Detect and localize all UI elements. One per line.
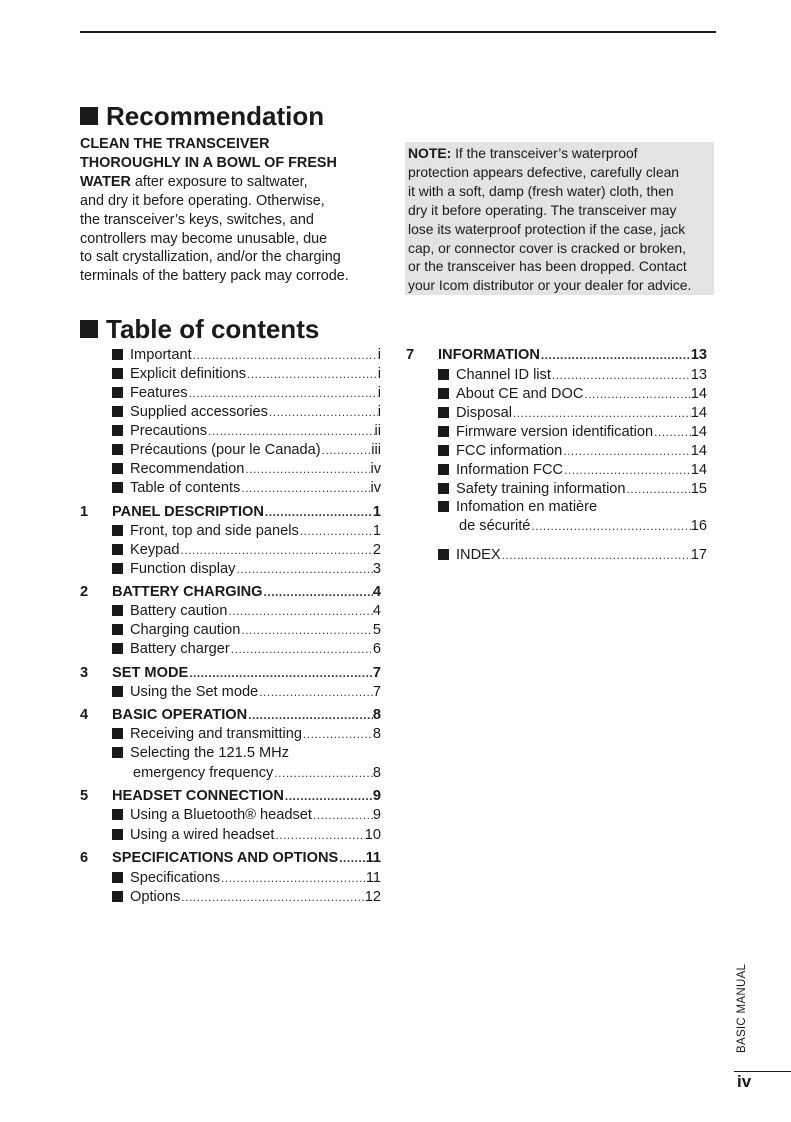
toc-leader-dots xyxy=(220,869,366,888)
toc-entry xyxy=(438,480,707,499)
toc-entry xyxy=(112,725,381,744)
toc-page-number: 14 xyxy=(690,386,707,402)
toc-leader-dots xyxy=(258,683,373,702)
bullet-square-icon xyxy=(112,605,123,616)
toc-entry-label: Options xyxy=(130,889,181,905)
toc-entry xyxy=(112,869,381,888)
toc-entry xyxy=(438,442,707,461)
toc-leader-dots xyxy=(264,503,373,522)
toc-entry-label: PANEL DESCRIPTION xyxy=(112,504,264,520)
toc-chapter-number: 5 xyxy=(80,788,89,804)
toc-leader-dots xyxy=(274,826,364,845)
toc-page-number: i xyxy=(377,404,381,420)
bullet-square-icon xyxy=(112,728,123,739)
toc-chapter-number: 6 xyxy=(80,850,89,866)
toc-entry-label: de sécurité xyxy=(459,518,531,534)
toc-entry-label: Battery charger xyxy=(130,641,230,657)
toc-entry-label: SET MODE xyxy=(112,665,189,681)
toc-chapter-number: 7 xyxy=(406,347,415,363)
toc-entry-label: Channel ID list xyxy=(456,367,551,383)
bullet-square-icon xyxy=(112,444,123,455)
bullet-square-icon xyxy=(112,829,123,840)
toc-leader-dots xyxy=(551,366,691,385)
toc-page-number: 5 xyxy=(372,622,381,638)
toc-leader-dots xyxy=(501,546,691,565)
toc-page-number: iv xyxy=(370,461,381,477)
toc-page-number: i xyxy=(377,347,381,363)
toc-entry-label: Explicit definitions xyxy=(130,366,246,382)
toc-entry xyxy=(112,479,381,498)
toc-entry xyxy=(438,423,707,442)
toc-page-number: 9 xyxy=(372,807,381,823)
toc-entry-label: FCC information xyxy=(456,443,563,459)
bullet-square-icon xyxy=(112,686,123,697)
toc-entry xyxy=(112,621,381,640)
toc-entry xyxy=(112,384,381,403)
toc-leader-dots xyxy=(230,640,373,659)
toc-leader-dots xyxy=(192,346,378,365)
bullet-square-icon xyxy=(438,464,449,475)
toc-leader-dots xyxy=(207,422,374,441)
toc-leader-dots xyxy=(180,888,364,907)
page-number: iv xyxy=(737,1072,752,1091)
bullet-square-icon xyxy=(112,349,123,360)
toc-entry xyxy=(112,826,381,845)
toc-page-number: 9 xyxy=(372,788,381,804)
toc-chapter-number: 1 xyxy=(80,504,89,520)
toc-page-number: iii xyxy=(371,442,381,458)
toc-leader-dots xyxy=(188,664,373,683)
toc-entry-label: Features xyxy=(130,385,188,401)
toc-leader-dots xyxy=(284,787,373,806)
bullet-square-icon xyxy=(438,426,449,437)
toc-entry-label: INDEX xyxy=(456,547,501,563)
toc-entry-label: emergency frequency xyxy=(133,765,274,781)
bullet-square-icon xyxy=(112,482,123,493)
bullet-square-icon xyxy=(438,369,449,380)
bullet-square-icon xyxy=(112,809,123,820)
toc-entry xyxy=(438,517,707,536)
toc-page-number: 4 xyxy=(372,603,381,619)
toc-entry-label: Specifications xyxy=(130,870,221,886)
toc-heading: Table of contents xyxy=(80,314,319,345)
toc-entry-label: Receiving and transmitting xyxy=(130,726,302,742)
toc-entry xyxy=(112,403,381,422)
toc-leader-dots xyxy=(312,806,373,825)
toc-page-number: 14 xyxy=(690,405,707,421)
toc-page-number: ii xyxy=(374,423,381,439)
bullet-square-icon xyxy=(438,501,449,512)
toc-chapter-entry xyxy=(80,664,381,683)
toc-page-number: 11 xyxy=(365,850,381,866)
bullet-square-icon xyxy=(112,544,123,555)
toc-page-number: 13 xyxy=(690,347,707,363)
toc-leader-dots xyxy=(227,602,373,621)
toc-entry xyxy=(438,385,707,404)
toc-entry-label: Using the Set mode xyxy=(130,684,259,700)
toc-entry-label: Keypad xyxy=(130,542,180,558)
toc-page-number: 8 xyxy=(372,707,381,723)
toc-entry-label: Firmware version identification xyxy=(456,424,654,440)
bullet-square-icon xyxy=(112,872,123,883)
bullet-square-icon xyxy=(112,406,123,417)
bullet-square-icon xyxy=(112,643,123,654)
bullet-square-icon xyxy=(438,549,449,560)
toc-entry-label: Charging caution xyxy=(130,622,241,638)
toc-page-number: i xyxy=(377,366,381,382)
toc-leader-dots xyxy=(338,849,365,868)
bullet-square-icon xyxy=(438,407,449,418)
toc-entry-label: Disposal xyxy=(456,405,512,421)
toc-page-number: 7 xyxy=(372,684,381,700)
toc-entry xyxy=(112,744,381,763)
toc-page-number: 6 xyxy=(372,641,381,657)
toc-entry-label: Information FCC xyxy=(456,462,564,478)
toc-leader-dots xyxy=(583,385,690,404)
bullet-square-icon xyxy=(112,387,123,398)
toc-entry-label: Précautions (pour le Canada) xyxy=(130,442,321,458)
top-rule xyxy=(80,31,716,33)
toc-entry xyxy=(112,365,381,384)
toc-page-number: 17 xyxy=(690,547,707,563)
toc-entry-label: Selecting the 121.5 MHz xyxy=(130,745,289,761)
toc-entry xyxy=(112,888,381,907)
toc-entry-label: About CE and DOC xyxy=(456,386,584,402)
toc-entry xyxy=(112,441,381,460)
toc-leader-dots xyxy=(244,460,370,479)
toc-leader-dots xyxy=(562,442,691,461)
toc-leader-dots xyxy=(235,560,372,579)
toc-entry xyxy=(112,640,381,659)
toc-leader-dots xyxy=(302,725,373,744)
toc-entry xyxy=(112,806,381,825)
toc-entry xyxy=(112,602,381,621)
note-box: NOTE: If the transceiver’s waterproof protection appears defective, carefully clean it with a soft, damp (fresh water) cloth, then dry it before operating. The transceiver may lose its waterproof protection if the case, jack cap, or connector cover is cracked or broken, or the transceiver has been dropped. Contact your Icom distributor or your dealer for advice. xyxy=(405,142,714,295)
bullet-square-icon xyxy=(112,891,123,902)
toc-entry xyxy=(112,422,381,441)
toc-entry-label: Table of contents xyxy=(130,480,241,496)
toc-page-number: 11 xyxy=(365,870,381,886)
toc-leader-dots xyxy=(653,423,691,442)
toc-chapter-number: 4 xyxy=(80,707,89,723)
toc-entry xyxy=(438,404,707,423)
toc-leader-dots xyxy=(180,541,373,560)
toc-page-number: 4 xyxy=(372,584,381,600)
bullet-square-icon xyxy=(438,388,449,399)
toc-entry-label: Supplied accessories xyxy=(130,404,268,420)
toc-entry xyxy=(438,498,707,517)
bullet-square-icon xyxy=(112,425,123,436)
toc-entry xyxy=(112,346,381,365)
toc-entry-label: SPECIFICATIONS AND OPTIONS xyxy=(112,850,339,866)
toc-page-number: 12 xyxy=(364,889,381,905)
toc-leader-dots xyxy=(530,517,690,536)
toc-entry xyxy=(438,546,707,565)
toc-leader-dots xyxy=(273,764,373,783)
toc-entry xyxy=(112,560,381,579)
toc-page-number: 16 xyxy=(690,518,707,534)
toc-entry-label: Front, top and side panels xyxy=(130,523,299,539)
bullet-square-icon xyxy=(112,624,123,635)
toc-leader-dots xyxy=(299,522,373,541)
toc-leader-dots xyxy=(188,384,378,403)
recommendation-text: CLEAN THE TRANSCEIVER THOROUGHLY IN A BOWL OF FRESH WATER after exposure to saltwater, and dry it before operating. Otherwise, the transceiver’s keys, switches, and controllers may become unusable, due to salt crystallization, and/or the charging terminals of the battery pack may corrode. xyxy=(80,136,349,285)
toc-entry-label: Using a wired headset xyxy=(130,827,275,843)
toc-chapter-entry xyxy=(406,346,707,365)
toc-leader-dots xyxy=(268,403,378,422)
toc-leader-dots xyxy=(321,441,372,460)
bullet-square-icon xyxy=(438,445,449,456)
toc-entry-label: Infomation en matière xyxy=(456,499,598,515)
toc-entry xyxy=(112,541,381,560)
toc-leader-dots xyxy=(626,480,691,499)
toc-page-number: 8 xyxy=(372,765,381,781)
toc-leader-dots xyxy=(246,365,378,384)
toc-entry-label: Important xyxy=(130,347,192,363)
toc-page-number: 2 xyxy=(372,542,381,558)
toc-entry xyxy=(112,764,381,783)
heading-square-icon xyxy=(80,320,98,338)
bullet-square-icon xyxy=(112,563,123,574)
toc-entry-label: HEADSET CONNECTION xyxy=(112,788,284,804)
recommendation-heading: Recommendation xyxy=(80,101,324,132)
toc-entry-label: INFORMATION xyxy=(438,347,540,363)
toc-page-number: 13 xyxy=(690,367,707,383)
toc-chapter-entry xyxy=(80,503,381,522)
toc-entry-label: Precautions xyxy=(130,423,208,439)
toc-page-number: 8 xyxy=(372,726,381,742)
bullet-square-icon xyxy=(438,483,449,494)
toc-entry xyxy=(438,366,707,385)
toc-chapter-entry xyxy=(80,583,381,602)
toc-page-number: 7 xyxy=(372,665,381,681)
toc-chapter-entry xyxy=(80,706,381,725)
toc-leader-dots xyxy=(563,461,691,480)
toc-chapter-entry xyxy=(80,849,381,868)
toc-entry-label: Function display xyxy=(130,561,236,577)
toc-page-number: 1 xyxy=(372,504,381,520)
toc-entry-label: Recommendation xyxy=(130,461,245,477)
toc-page-number: 1 xyxy=(372,523,381,539)
toc-chapter-number: 3 xyxy=(80,665,89,681)
bullet-square-icon xyxy=(112,747,123,758)
toc-page-number: 14 xyxy=(690,443,707,459)
toc-chapter-number: 2 xyxy=(80,584,89,600)
toc-entry-label: Battery caution xyxy=(130,603,228,619)
toc-entry xyxy=(438,461,707,480)
side-tab: BASIC MANUAL xyxy=(736,963,748,1053)
toc-page-number: 15 xyxy=(690,481,707,497)
toc-leader-dots xyxy=(512,404,691,423)
toc-page-number: 14 xyxy=(690,462,707,478)
toc-page-number: 10 xyxy=(364,827,381,843)
toc-page-number: i xyxy=(377,385,381,401)
toc-leader-dots xyxy=(263,583,373,602)
bullet-square-icon xyxy=(112,368,123,379)
toc-leader-dots xyxy=(240,479,370,498)
bullet-square-icon xyxy=(112,463,123,474)
toc-entry-label: Safety training information xyxy=(456,481,626,497)
toc-entry xyxy=(112,460,381,479)
heading-square-icon xyxy=(80,107,98,125)
toc-entry-label: Using a Bluetooth® headset xyxy=(130,807,312,823)
bullet-square-icon xyxy=(112,525,123,536)
toc-page-number: 3 xyxy=(372,561,381,577)
toc-entry-label: BATTERY CHARGING xyxy=(112,584,263,600)
toc-entry-label: BASIC OPERATION xyxy=(112,707,248,723)
toc-chapter-entry xyxy=(80,787,381,806)
toc-page-number: iv xyxy=(370,480,381,496)
toc-leader-dots xyxy=(247,706,373,725)
toc-entry xyxy=(112,683,381,702)
toc-leader-dots xyxy=(540,346,691,365)
toc-leader-dots xyxy=(240,621,373,640)
toc-page-number: 14 xyxy=(690,424,707,440)
toc-entry xyxy=(112,522,381,541)
